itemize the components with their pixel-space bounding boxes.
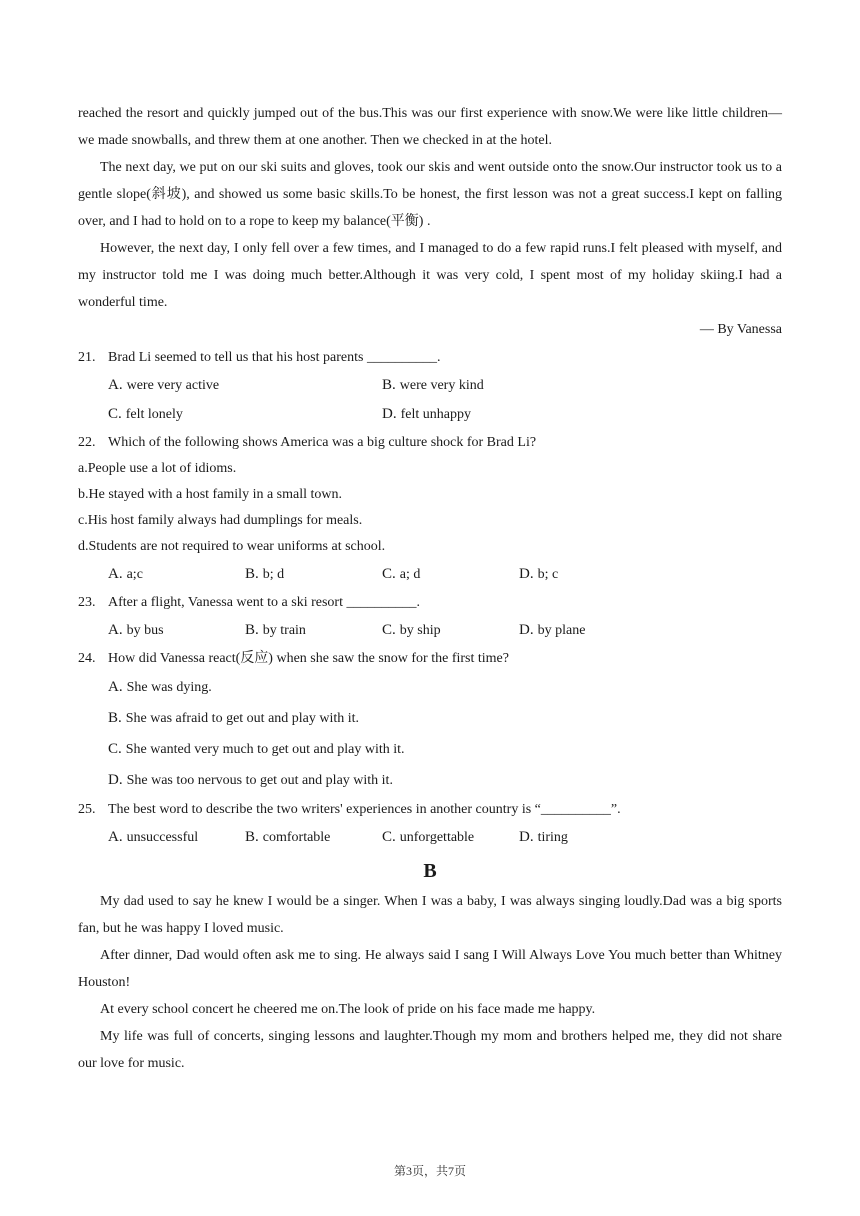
option-letter: D. bbox=[519, 622, 534, 638]
option-text: She was dying. bbox=[126, 680, 212, 695]
statement: c.His host family always had dumplings for meals. bbox=[78, 513, 363, 528]
option-d[interactable] bbox=[519, 560, 656, 589]
section-title: B bbox=[423, 860, 437, 882]
question-number: 24. bbox=[78, 651, 96, 666]
passage-b-paragraph: My dad used to say he knew I would be a singer. When I was a baby, I was always singing loudly.Dad was a big sports fan, but he was happy I loved music. bbox=[78, 894, 782, 936]
option-text: a;c bbox=[126, 567, 143, 582]
option-text: felt lonely bbox=[125, 407, 183, 422]
option-text: by train bbox=[262, 623, 306, 638]
option-c[interactable] bbox=[108, 734, 782, 765]
option-d[interactable] bbox=[519, 616, 656, 645]
option-text: She was afraid to get out and play with it. bbox=[125, 711, 360, 726]
passage-a-paragraph: The next day, we put on our ski suits and gloves, took our skis and went outside onto the snow.Our instructor took us to a gentle slope(斜坡), and showed us some basic skills.To be honest, the first lesson was not a great success.I kept on falling over, and I had to hold on to a rope to keep my balance(平衡) . bbox=[78, 160, 782, 229]
option-letter: A. bbox=[108, 622, 123, 638]
option-letter: A. bbox=[108, 829, 123, 845]
question-text: The best word to describe the two writers' experiences in another country is “__________”. bbox=[108, 802, 621, 817]
option-text: a; d bbox=[399, 567, 421, 582]
option-text: by ship bbox=[399, 623, 441, 638]
option-letter: C. bbox=[382, 566, 396, 582]
passage-a-signature: — By Vanessa bbox=[699, 322, 782, 337]
option-text: She was too nervous to get out and play with it. bbox=[126, 773, 393, 788]
question-number: 21. bbox=[78, 350, 96, 365]
option-b[interactable] bbox=[245, 560, 382, 589]
option-d[interactable] bbox=[382, 400, 656, 429]
option-b[interactable] bbox=[245, 823, 382, 852]
option-text: by plane bbox=[537, 623, 586, 638]
option-letter: C. bbox=[382, 829, 396, 845]
passage-a-paragraph: However, the next day, I only fell over a few times, and I managed to do a few rapid runs.I felt pleased with myself, and my instructor told me I was doing much better.Although it was very cold, I spent most of my holiday skiing.I had a wonderful time. bbox=[78, 241, 782, 310]
question-number: 25. bbox=[78, 802, 96, 817]
option-letter: A. bbox=[108, 679, 123, 695]
option-c[interactable] bbox=[382, 560, 519, 589]
option-letter: D. bbox=[519, 829, 534, 845]
passage-b-paragraph: My life was full of concerts, singing lessons and laughter.Though my mom and brothers helped me, they did not share our love for music. bbox=[78, 1029, 782, 1071]
option-text: She wanted very much to get out and play with it. bbox=[125, 742, 405, 757]
option-a[interactable] bbox=[108, 560, 245, 589]
question-24 bbox=[78, 645, 782, 672]
option-d[interactable] bbox=[108, 765, 782, 796]
page-footer: 第3页，共7页 bbox=[393, 1164, 466, 1178]
option-letter: B. bbox=[245, 622, 259, 638]
option-letter: B. bbox=[108, 710, 122, 726]
option-c[interactable] bbox=[382, 823, 519, 852]
option-letter: C. bbox=[108, 406, 122, 422]
option-a[interactable] bbox=[108, 672, 782, 703]
option-letter: B. bbox=[245, 829, 259, 845]
option-letter: C. bbox=[108, 741, 122, 757]
question-23 bbox=[78, 589, 782, 616]
passage-b-paragraph: After dinner, Dad would often ask me to sing. He always said I sang I Will Always Love You much better than Whitney Houston! bbox=[78, 948, 782, 990]
question-24-options bbox=[78, 672, 782, 796]
option-letter: A. bbox=[108, 566, 123, 582]
option-b[interactable] bbox=[245, 616, 382, 645]
question-22 bbox=[78, 429, 782, 456]
option-letter: D. bbox=[382, 406, 397, 422]
question-text: How did Vanessa react(反应) when she saw the snow for the first time? bbox=[108, 651, 509, 666]
option-a[interactable] bbox=[108, 616, 245, 645]
option-letter: A. bbox=[108, 377, 123, 393]
statement: d.Students are not required to wear uniforms at school. bbox=[78, 539, 386, 554]
option-letter: D. bbox=[108, 772, 123, 788]
statement: a.People use a lot of idioms. bbox=[78, 461, 237, 476]
option-letter: B. bbox=[245, 566, 259, 582]
question-21 bbox=[78, 344, 782, 371]
option-b[interactable] bbox=[108, 703, 782, 734]
option-text: b; c bbox=[537, 567, 559, 582]
statement: b.He stayed with a host family in a small town. bbox=[78, 487, 343, 502]
question-23-options bbox=[78, 616, 782, 645]
option-letter: B. bbox=[382, 377, 396, 393]
option-c[interactable] bbox=[382, 616, 519, 645]
question-number: 23. bbox=[78, 595, 96, 610]
option-b[interactable] bbox=[382, 371, 656, 400]
question-22-options bbox=[78, 560, 782, 589]
passage-b-paragraph: At every school concert he cheered me on.The look of pride on his face made me happy. bbox=[100, 1002, 596, 1017]
option-text: comfortable bbox=[262, 830, 331, 845]
option-letter: D. bbox=[519, 566, 534, 582]
option-text: felt unhappy bbox=[400, 407, 471, 422]
question-25-options bbox=[78, 823, 782, 852]
question-text: After a flight, Vanessa went to a ski resort __________. bbox=[108, 595, 420, 610]
question-number: 22. bbox=[78, 435, 96, 450]
exam-page bbox=[78, 100, 782, 1077]
option-text: unforgettable bbox=[399, 830, 475, 845]
option-a[interactable] bbox=[108, 823, 245, 852]
option-text: by bus bbox=[126, 623, 164, 638]
option-a[interactable] bbox=[108, 371, 382, 400]
option-c[interactable] bbox=[108, 400, 382, 429]
question-text: Which of the following shows America was a big culture shock for Brad Li? bbox=[108, 435, 537, 450]
passage-a-paragraph: reached the resort and quickly jumped out of the bus.This was our first experience with snow.We were like little children—we made snowballs, and threw them at one another. Then we checked in at the hotel. bbox=[78, 106, 782, 148]
question-21-options bbox=[78, 371, 782, 429]
option-text: tiring bbox=[537, 830, 568, 845]
option-text: unsuccessful bbox=[126, 830, 199, 845]
option-d[interactable] bbox=[519, 823, 656, 852]
question-25 bbox=[78, 796, 782, 823]
option-text: were very kind bbox=[399, 378, 484, 393]
option-text: were very active bbox=[126, 378, 220, 393]
question-text: Brad Li seemed to tell us that his host parents __________. bbox=[108, 350, 441, 365]
option-text: b; d bbox=[262, 567, 285, 582]
option-letter: C. bbox=[382, 622, 396, 638]
